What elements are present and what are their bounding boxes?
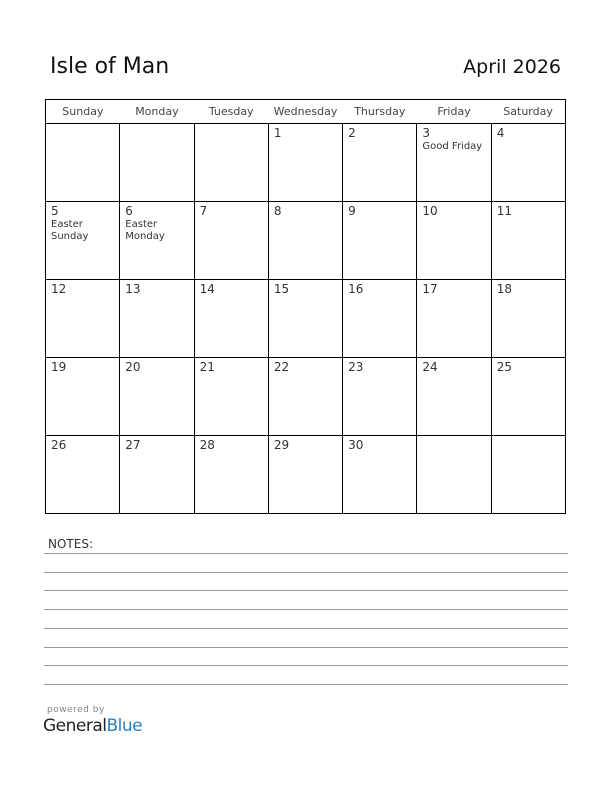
- calendar-day-cell: [120, 358, 194, 436]
- day-number: 20: [125, 360, 141, 374]
- day-number: 10: [422, 204, 438, 218]
- day-number: 11: [496, 204, 512, 218]
- calendar-day-cell: [491, 202, 565, 280]
- day-number: 12: [51, 282, 67, 296]
- notes-line: [44, 628, 568, 629]
- calendar-month: April 2026: [463, 56, 561, 78]
- calendar-day-cell: [417, 202, 491, 280]
- calendar-day-cell: [46, 124, 120, 202]
- brand-blue: Blue: [106, 716, 143, 736]
- day-number: 16: [348, 282, 364, 296]
- weekday-wednesday: Wednesday: [268, 100, 342, 124]
- calendar-day-cell: [491, 124, 565, 202]
- day-number: 24: [422, 360, 438, 374]
- day-number: 28: [199, 438, 215, 452]
- calendar-week-row: [46, 358, 566, 436]
- calendar-day-cell: [343, 280, 417, 358]
- calendar-day-cell: [268, 124, 342, 202]
- calendar-day-cell: [194, 358, 268, 436]
- day-number: 5: [51, 204, 59, 218]
- holiday-label: Easter Sunday: [51, 219, 89, 242]
- day-number: 22: [273, 360, 290, 374]
- day-number: 6: [125, 204, 133, 218]
- holiday-label: Good Friday: [422, 141, 483, 152]
- weekday-thursday: Thursday: [343, 100, 417, 124]
- day-number: 1: [273, 126, 282, 140]
- calendar-day-cell: [417, 280, 491, 358]
- weekday-tuesday: Tuesday: [194, 100, 268, 124]
- calendar-day-cell: [120, 202, 194, 280]
- day-number: 19: [51, 360, 67, 374]
- calendar-grid: [45, 99, 566, 514]
- day-number: 27: [125, 438, 141, 452]
- calendar-week-row: [46, 202, 566, 280]
- day-number: 14: [199, 282, 215, 296]
- day-number: 4: [496, 126, 505, 140]
- day-number: 23: [348, 360, 364, 374]
- day-number: 7: [199, 204, 208, 218]
- calendar-day-cell: [268, 358, 342, 436]
- day-number: 25: [496, 360, 512, 374]
- day-number: 15: [273, 282, 290, 296]
- calendar-day-cell: [491, 280, 565, 358]
- notes-line: [44, 647, 568, 648]
- notes-line: [44, 553, 568, 554]
- calendar-day-cell: [120, 280, 194, 358]
- calendar-day-cell: [417, 124, 491, 202]
- notes-line: [44, 609, 568, 610]
- generalblue-logo: [43, 716, 142, 736]
- brand-general: General: [43, 716, 107, 736]
- calendar-day-cell: [120, 124, 194, 202]
- calendar-day-cell: [46, 280, 120, 358]
- day-number: 2: [348, 126, 356, 140]
- weekday-monday: Monday: [120, 100, 194, 124]
- calendar-day-cell: [343, 358, 417, 436]
- day-number: 8: [273, 204, 282, 218]
- calendar-day-cell: [417, 436, 491, 514]
- calendar-day-cell: [46, 436, 120, 514]
- day-number: 21: [199, 360, 215, 374]
- calendar-week-row: [46, 436, 566, 514]
- day-number: 29: [273, 438, 290, 452]
- calendar-day-cell: [268, 280, 342, 358]
- day-number: 30: [348, 438, 364, 452]
- day-number: 13: [125, 282, 141, 296]
- calendar-day-cell: [268, 436, 342, 514]
- calendar-day-cell: [268, 202, 342, 280]
- notes-line: [44, 572, 568, 573]
- calendar-day-cell: [120, 436, 194, 514]
- weekday-friday: Friday: [417, 100, 491, 124]
- holiday-label: Easter Monday: [125, 219, 165, 242]
- notes-line: [44, 684, 568, 685]
- calendar-week-row: [46, 280, 566, 358]
- calendar-day-cell: [417, 358, 491, 436]
- calendar-day-cell: [194, 124, 268, 202]
- notes-line: [44, 590, 568, 591]
- calendar-day-cell: [343, 436, 417, 514]
- calendar-week-row: [46, 124, 566, 202]
- calendar-day-cell: [46, 202, 120, 280]
- day-number: 9: [348, 204, 356, 218]
- notes-line: [44, 665, 568, 666]
- calendar-day-cell: [194, 280, 268, 358]
- weekday-saturday: Saturday: [491, 100, 565, 124]
- day-number: 17: [422, 282, 438, 296]
- notes-label: NOTES:: [48, 537, 93, 551]
- day-number: 18: [496, 282, 512, 296]
- day-number: 3: [422, 126, 431, 140]
- calendar-title: Isle of Man: [50, 54, 170, 79]
- calendar-day-cell: [491, 436, 565, 514]
- day-number: 26: [51, 438, 67, 452]
- weekday-header-row: [46, 100, 566, 124]
- calendar-day-cell: [194, 436, 268, 514]
- weekday-sunday: Sunday: [46, 100, 120, 124]
- calendar-day-cell: [194, 202, 268, 280]
- calendar-day-cell: [491, 358, 565, 436]
- calendar-day-cell: [343, 124, 417, 202]
- powered-by-text: powered by: [47, 705, 105, 715]
- calendar-day-cell: [46, 358, 120, 436]
- calendar-day-cell: [343, 202, 417, 280]
